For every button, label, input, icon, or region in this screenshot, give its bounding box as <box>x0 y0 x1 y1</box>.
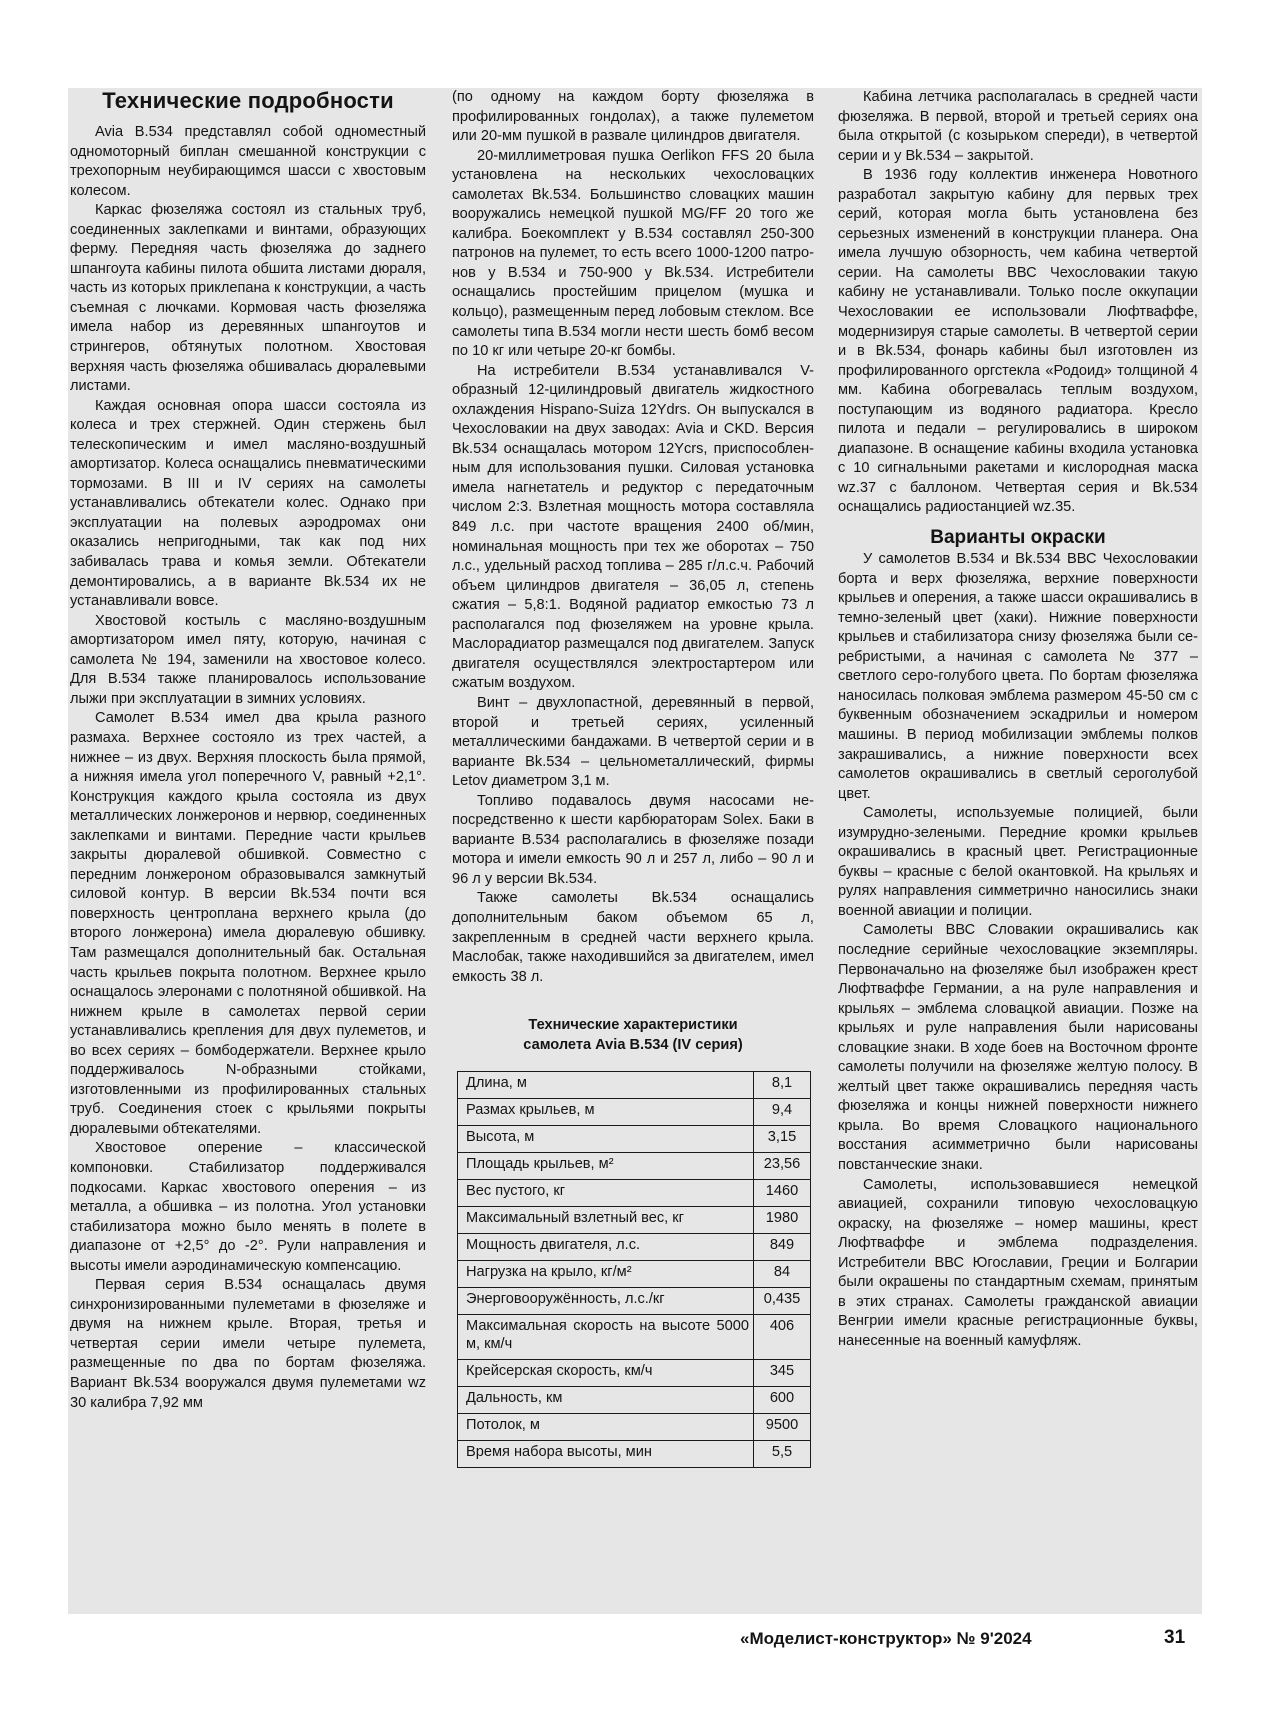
spec-table-row <box>458 1414 811 1441</box>
spec-label-cell: Размах крыльев, м <box>458 1099 754 1126</box>
spec-value-cell: 9500 <box>754 1414 811 1441</box>
spec-table-row <box>458 1126 811 1153</box>
spec-label-cell: Мощность двигателя, л.с. <box>458 1234 754 1261</box>
paragraph: Хвостовое оперение – классической компоновки. Стабилизатор поддерживался подкосами. Каркас хвостового оперения – из металла, а обшивка – из полотна. Угол установки стабилизатора можно было менять в полете в диапазоне от +2,5° до -2°. Рули направления и высоты имели аэродинамическую компенсацию. <box>70 1140 426 1274</box>
paragraph: Также самолеты Bk.534 оснащались дополнительным баком объемом 65 л, закрепленным в средней части верхнего крыла. Маслобак, также находившийся за двигателем, имел емкость 38 л. <box>452 890 814 985</box>
spec-label-cell: Вес пустого, кг <box>458 1180 754 1207</box>
spec-label-cell: Длина, м <box>458 1072 754 1099</box>
spec-label-cell: Потолок, м <box>458 1414 754 1441</box>
paragraph: 20-миллиметровая пушка Oerlikon FFS 20 была установлена на нескольких чехословацких самолетах Bk.534. Большинство словацких машин вооружались немецкой пушкой MG/FF 20 того же калибра. Боекомплект у B.534 составлял 250-300 патронов на пулемет, то есть всего 1000-1200 патронов у B.534 и 750-900 у Bk.534. Истребители оснащались простейшим прицелом (мушка и кольцо), размещенным перед лобовым стеклом. Все самолеты типа B.534 могли нести шесть бомб весом по 10 кг или четыре 20-кг бомбы. <box>452 147 814 360</box>
paragraph: Самолеты ВВС Словакии окрашивались как последние серийные чехословацкие экземпляры. Первоначально на фюзеляже был изображен крест Люфтваффе Германии, а на руле направления и крыльях – эмблема словацкой авиации. Позже на крыльях и руле направления были нарисованы словацкие знаки. В ходе боев на Восточном фронте самолеты получили на фюзеляже желтую полосу. В желтый цвет также окрашивались передняя часть фюзеляжа и концы нижней поверхности нижнего крыла. Во время Словацкого национального восстания асимметрично были нарисованы повстанческие знаки. <box>838 922 1198 1173</box>
spec-table-row <box>458 1387 811 1414</box>
spec-table-row <box>458 1360 811 1387</box>
paragraph: На истребители B.534 устанавливался V-образный 12-цилиндровый двигатель жидкостного охлаждения Hispano-Suiza 12Ydrs. Он выпускался в Чехословакии на двух заводах: Avia и CKD. Версия Bk.534 оснащалась мотором 12Ycrs, приспособленным для использования пушки. Силовая установка имела нагнетатель и редуктор с передаточным числом 2:3. Взлетная мощность мотора составляла 849 л.с. при частоте вращения 2400 об/мин, номинальная мощность при тех же оборотах – 750 л.с., удельный расход топлива – 285 г/л.с.ч. Рабочий объем цилиндров двигателя – 36,05 л, степень сжатия – 5,8:1. Водяной радиатор емкостью 73 л располагался под фюзеляжем на уровне крыла. Маслорадиатор размещался под двигателем. Запуск двигателя осуществлялся электростартером или сжатым воздухом. <box>452 362 814 692</box>
journal-title: «Моделист-конструктор» № 9'2024 <box>740 1629 1032 1648</box>
paragraph: Самолеты, используемые полицией, были изумрудно-зелеными. Передние кромки крыльев окрашивались в красный цвет. Регистрационные буквы – красные с белой окантовкой. На крыльях и рулях направления симметрично наносились знаки военной авиации и полиции. <box>838 805 1198 919</box>
spec-label-cell: Максимальный взлетный вес, кг <box>458 1207 754 1234</box>
spec-label-cell: Время набора высоты, мин <box>458 1441 754 1468</box>
paragraph: Хвостовой костыль с масляно-воздушным амортизатором имел пяту, которую, начиная с самолета № 194, заменили на хвостовое колесо. Для B.534 также планировалось использование лыжи при эксплуатации в зимних условиях. <box>70 612 426 707</box>
spec-table-row <box>458 1180 811 1207</box>
paragraph: Avia B.534 представлял собой одноместный одномоторный биплан смешанной конструкции с трехопорным неубирающимся шасси с хвостовым колесом. <box>70 124 426 199</box>
spec-table-caption <box>452 1015 814 1055</box>
section-subtitle: Варианты окраски <box>930 527 1106 549</box>
spec-table-row <box>458 1315 811 1360</box>
spec-value-cell: 1980 <box>754 1207 811 1234</box>
spec-label-cell: Нагрузка на крыло, кг/м² <box>458 1261 754 1288</box>
column-3 <box>838 88 1198 1614</box>
column-2 <box>452 88 814 1614</box>
spec-value-cell: 1460 <box>754 1180 811 1207</box>
paragraph: Каждая основная опора шасси состояла из колеса и трех стержней. Один стержень был телескопическим и имел масляно-воздушный амортизатор. Колеса оснащались пневматическими тормозами. В III и IV сериях на самолеты устанавливались обтекатели колес. Однако при эксплуатации на полевых аэродромах они оказались непригодными, так как под них забивалась трава и комья земли. Обтекатели демонтировались, а в варианте Bk.534 их не устанавливали вовсе. <box>70 397 426 610</box>
spec-label-cell: Высота, м <box>458 1126 754 1153</box>
article-title: Технические подробности <box>102 88 394 113</box>
paragraph: Первая серия B.534 оснащалась двумя синхронизированными пулеметами в фюзеляже и двумя на нижнем крыле. Вторая, третья и четвертая серии имели четыре пулемета, размещенные по два по бортам фюзеляжа. Вариант Bk.534 вооружался двумя пулеметами wz 30 калибра 7,92 мм <box>70 1277 426 1411</box>
spec-table-caption-line-2: самолета Avia B.534 (IV серия) <box>523 1037 743 1054</box>
spec-value-cell: 9,4 <box>754 1099 811 1126</box>
spec-value-cell: 600 <box>754 1387 811 1414</box>
spec-label-cell: Площадь крыльев, м² <box>458 1153 754 1180</box>
spec-table-row <box>458 1288 811 1315</box>
spec-label-cell: Дальность, км <box>458 1387 754 1414</box>
spec-table-caption-line-1: Технические характеристики <box>528 1017 738 1034</box>
page-number: 31 <box>1164 1627 1186 1648</box>
spec-label-cell: Максимальная скорость на высоте 5000 м, км/ч <box>458 1315 754 1360</box>
spec-table-row <box>458 1207 811 1234</box>
spec-table-row <box>458 1234 811 1261</box>
spec-value-cell: 84 <box>754 1261 811 1288</box>
spec-table-row <box>458 1441 811 1468</box>
paragraph: Винт – двухлопастной, деревянный в первой, второй и третьей сериях, усиленный металлическими бандажами. В четвертой серии и в варианте Bk.534 – цельнометаллический, фирмы Letov диаметром 3,1 м. <box>452 694 814 790</box>
paragraph: Кабина летчика располагалась в средней части фюзеляжа. В первой, второй и третьей сериях она была открытой (с козырьком спереди), в четвертой серии и у Bk.534 – закрытой. <box>838 89 1198 164</box>
paragraph: Самолеты, использовавшиеся немецкой авиацией, сохранили типовую чехословацкую окраску, на фюзеляже – номер машины, крест Люфтваффе и эмблема подразделения. Истребители ВВС Югославии, Греции и Болгарии были окрашены по стандартным схемам, принятым в этих странах. Самолеты гражданской авиации Венгрии имели красные регистрационные буквы, нанесенные на военный камуфляж. <box>838 1176 1198 1349</box>
paragraph: В 1936 году коллектив инженера Новотного разработал закрытую кабину для первых трех серий, которая могла быть установлена без серьезных изменений в конструкции планера. Она имела лучшую обзорность, чем кабина четвертой серии. На самолеты ВВС Чехословакии такую кабину не устанавливали. Только после оккупации Чехословакии ее использовали Люфтваффе, модернизируя старые самолеты. В четвертой серии и в Bk.534, фонарь кабины был изготовлен из профилированного оргстекла «Родоид» толщиной 4 мм. Кабина обогревалась теплым воздухом, поступающим из водяного радиатора. Кресло пилота и педали – регулировались в широком диапазоне. В оснащение кабины входила установка с 10 сигнальными ракeтами и кислородная маска wz.37 с баллоном. Четвертая серия и Bk.534 оснащались радиостанцией wz.35. <box>838 167 1198 516</box>
spec-value-cell: 23,56 <box>754 1153 811 1180</box>
spec-value-cell: 0,435 <box>754 1288 811 1315</box>
spec-table-row <box>458 1099 811 1126</box>
paragraph: Каркас фюзеляжа состоял из стальных труб, соединенных заклепками и винтами, образующих ферму. Передняя часть фюзеляжа до заднего шпангоута кабины пилота обшита листами дюраля, часть из которых приклепана к конструкции, а часть съемная с лючками. Кормовая часть фюзеляжа имела набор из деревянных шпангоутов и стрингеров, обтянутых полотном. Хвостовая верхняя часть фюзеляжа обшивалась дюралевыми листами. <box>70 202 426 395</box>
spec-table-body <box>458 1072 811 1468</box>
spec-table-row <box>458 1153 811 1180</box>
spec-table-row <box>458 1072 811 1099</box>
spec-value-cell: 406 <box>754 1315 811 1360</box>
spec-value-cell: 849 <box>754 1234 811 1261</box>
spec-table-row <box>458 1261 811 1288</box>
spec-value-cell: 3,15 <box>754 1126 811 1153</box>
spec-value-cell: 5,5 <box>754 1441 811 1468</box>
paragraph: Самолет B.534 имел два крыла разного размаха. Верхнее состояло из трех частей, а нижнее – из двух. Верхняя плоскость была прямой, а нижняя имела угол поперечного V, равный +2,1°. Конструкция каждого крыла состояла из двух металлических лонжеронов и нервюр, соединенных заклепками и винтами. Передние части крыльев закрыты дюралевой обшивкой. Совместно с передним лонжероном образовывался замкнутый силовой контур. В версии Bk.534 почти вся поверхность центроплана верхнего крыла (до второго лонжерона) имела дюралевую обшивку. Там размещался дополнительный бак. Остальная часть крыльев покрыта полотном. Верхнее крыло оснащалось элеронами с полотняной обшивкой. На нижнем крыле в самолетах первой серии устанавливались крепления для двух пулеметов, и во всех сериях – бомбодержатели. Верхнее крыло поддерживалось N-образными стойками, изготовленными из профилированных стальных труб. Соединения стоек с крыльями покрыты дюралевыми обтекателями. <box>70 710 426 1137</box>
paragraph: Топливо подавалось двумя насосами непосредственно к шести карбюраторам Solex. Баки в варианте B.534 располагались в фюзеляже позади мотора и имели емкость 90 л и 257 л, либо – 90 л и 96 л у версии Bk.534. <box>452 792 814 887</box>
column-1 <box>70 88 426 1614</box>
paragraph: (по одному на каждом борту фюзеляжа в профилированных гондолах), а также пулеметом или 20-мм пушкой в развале цилиндров двигателя. <box>452 89 814 145</box>
spec-value-cell: 8,1 <box>754 1072 811 1099</box>
paragraph: У самолетов B.534 и Bk.534 ВВС Чехословакии борта и верх фюзеляжа, верхние поверхности крыльев и оперения, а также шасси окрашивались в темно-зеленый цвет (хаки). Нижние поверхности крыльев и стабилизатора снизу фюзеляжа были серебристыми, а начиная с самолета № 377 – светлого серо-голубого цвета. По бортам фюзеляжа наносилась полковая эмблема размером 45-50 см с буквенным обозначением эскадрильи и номером машины. В период мобилизации эмблемы полков закрашивались, а нижние поверхности всех самолетов окрашивались в светлый сероголубой цвет. <box>838 551 1198 802</box>
spec-table <box>457 1071 811 1468</box>
spec-label-cell: Крейсерская скорость, км/ч <box>458 1360 754 1387</box>
spec-value-cell: 345 <box>754 1360 811 1387</box>
spec-label-cell: Энерговооружённость, л.с./кг <box>458 1288 754 1315</box>
